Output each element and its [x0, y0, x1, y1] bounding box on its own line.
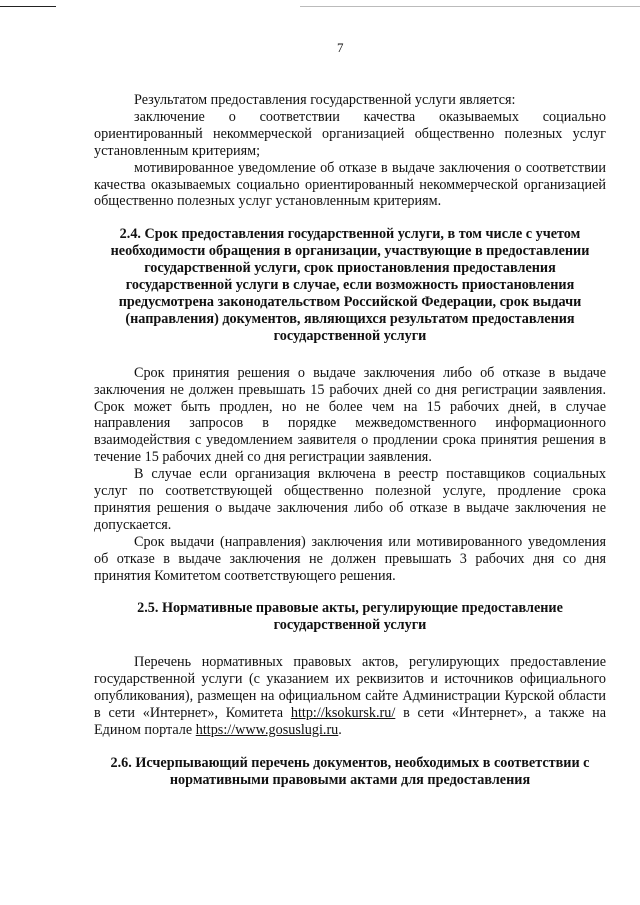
- scan-top-edge-shadow: [300, 6, 640, 7]
- section-2-4-paragraph-3: Срок выдачи (направления) заключения или мотивированного уведомления об отказе в выдаче заключения не должен превышать 3 рабочих дня со дня принятия Комитетом соответствующего решения.: [94, 533, 606, 584]
- scan-top-edge-line: [0, 6, 56, 7]
- gosuslugi-link[interactable]: https://www.gosuslugi.ru: [195, 721, 339, 738]
- section-2-5-text: Перечень нормативных правовых актов, регулирующих предоставление государственной услуги (с указанием их реквизитов и источников официального опубликования), размещен на официальном сайте Администрации Курской области в сети «Интернет», Комитета: [94, 654, 606, 721]
- section-2-4-heading: 2.4. Срок предоставления государственной услуги, в том числе с учетом необходимости обращения в организации, участвующие в предоставлении государственной услуги, срок приостановления предоставления государственной услуги в случае, если возможность приостановления предусмотрена законодательством Российской Федерации, срок выдачи (направления) документов, являющихся результатом предоставления государственной услуги: [110, 226, 590, 344]
- section-2-4-paragraph-2: В случае если организация включена в реестр поставщиков социальных услуг по соответствующей общественно полезной услуге, продление срока принятия решения о выдаче заключения либо об отказе в выдаче заключения не допускается.: [94, 466, 606, 533]
- section-2-5-heading: 2.5. Нормативные правовые акты, регулирующие предоставление государственной услуги: [137, 600, 563, 634]
- result-lead: Результатом предоставления государственной услуги является:: [134, 92, 516, 108]
- section-2-6-heading: 2.6. Исчерпывающий перечень документов, необходимых в соответствии с нормативными правовыми актами для предоставления: [110, 754, 590, 788]
- section-2-5-text-middle: в сети «Интернет», а также на Едином портале: [94, 705, 606, 738]
- result-item-refusal: мотивированное уведомление об отказе в выдаче заключения о соответствии качества оказываемых социально ориентированный некоммерческой организацией общественно полезных услуг установленным критериям.: [94, 159, 606, 210]
- page-number: 7: [337, 40, 344, 55]
- section-2-5-paragraph: [94, 654, 606, 739]
- section-2-5-text-end: .: [338, 721, 342, 738]
- ksokursk-link[interactable]: http://ksokursk.ru/: [290, 705, 396, 721]
- section-2-4-paragraph-1: Срок принятия решения о выдаче заключения либо об отказе в выдаче заключения не должен превышать 15 рабочих дней со дня регистрации заявления. Срок может быть продлен, но не более чем на 15 рабочих дней, в случае направления запросов в порядке межведомственного информационного взаимодействия с уведомлением заявителя о продлении срока принятия решения в течение 15 рабочих дней со дня регистрации заявления.: [94, 364, 606, 466]
- result-item-conclusion: заключение о соответствии качества оказываемых социально ориентированный некоммерческой организацией общественно полезных услуг установленным критериям;: [94, 108, 606, 159]
- document-page: [94, 92, 606, 789]
